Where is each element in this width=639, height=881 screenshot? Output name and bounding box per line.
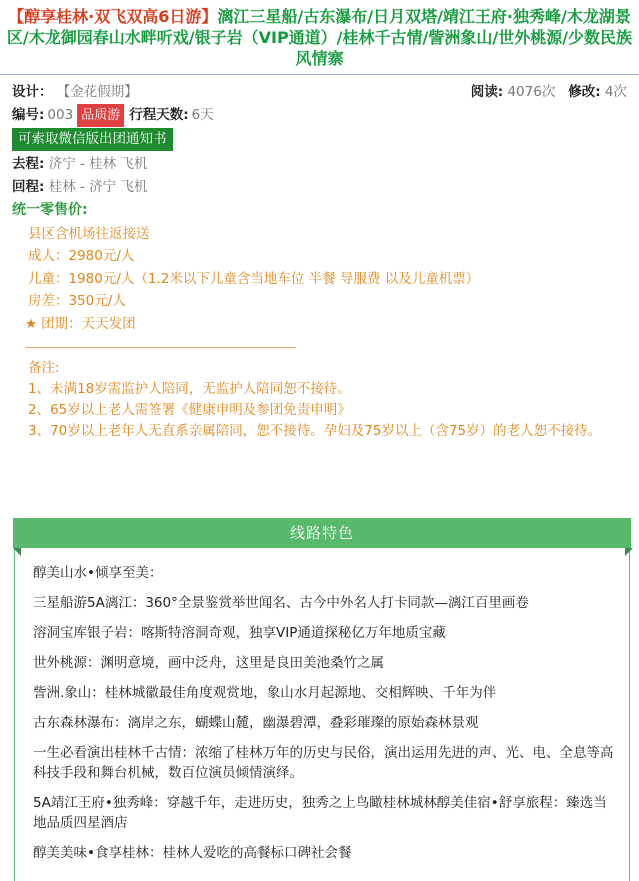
- note-item: 2、65岁以上老人需签署《健康申明及参团免责申明》: [28, 402, 351, 419]
- depart-row: [12, 153, 627, 176]
- feature-item: 醇美美味•食享桂林：桂林人爱吃的高餐标口碑社会餐: [33, 845, 352, 861]
- price-item: 儿童：1980元/人（1.2米以下儿童含当地车位 半餐 导服费 以及儿童机票）: [28, 270, 480, 287]
- ribbon-fold-left: [13, 548, 21, 556]
- days-label: 行程天数:: [129, 107, 189, 123]
- group-date-row: [25, 313, 639, 335]
- designer-row: [12, 81, 627, 104]
- notes: [0, 358, 639, 442]
- edits-label: 修改:: [568, 84, 601, 100]
- features-list: [33, 563, 619, 873]
- code-label: 编号:: [12, 107, 45, 123]
- return-label: 回程:: [12, 179, 45, 195]
- depart-label: 去程:: [12, 156, 45, 172]
- divider: [26, 347, 296, 348]
- designer-label: 设计：: [12, 84, 53, 100]
- notes-label: 备注:: [28, 360, 60, 377]
- feature-item: 溶洞宝库银子岩：喀斯特溶洞奇观，独享VIP通道探秘亿万年地质宝藏: [33, 625, 446, 641]
- code-value: 003: [47, 107, 74, 123]
- features-panel: [14, 518, 630, 881]
- feature-item: 古东森林瀑布：漓岸之东，蝴蝶山麓，幽瀑碧潭，叠彩璀璨的原始森林景观: [33, 715, 479, 731]
- depart-value: 济宁 - 桂林 飞机: [48, 156, 148, 172]
- price-label: 统一零售价:: [12, 202, 88, 218]
- days-value: 6天: [191, 107, 214, 123]
- quality-badge: 品质游: [77, 104, 124, 127]
- code-row: [12, 104, 627, 127]
- trip-meta: [0, 75, 639, 221]
- edits-value: 4次: [604, 84, 627, 100]
- feature-item: 世外桃源：渊明意境，画中泛舟，这里是良田美池桑竹之属: [33, 655, 384, 671]
- page-title: [0, 0, 639, 75]
- reads-label: 阅读:: [470, 84, 504, 100]
- reads-value: 4076次: [507, 84, 556, 100]
- feature-item: 三星船游5A漓江：360°全景鉴赏举世闻名、古今中外名人打卡同款—漓江百里画卷: [33, 595, 529, 611]
- title-rest: 漓江三星船/古东瀑布/日月双塔/靖江王府·独秀峰/木龙湖景区/木龙御园春山水畔听戏/银子岩（VIP通道）/桂林千古情/訾洲象山/世外桃源/少数民族风情寨: [6, 7, 633, 68]
- wechat-notice-button[interactable]: 可索取微信版出团通知书: [12, 128, 173, 151]
- ribbon-fold-right: [625, 548, 633, 556]
- feature-item: 一生必看演出桂林千古情：浓缩了桂林万年的历史与民俗，演出运用先进的声、光、电、全息等高科技手段和舞台机械，数百位演员倾情演绎。: [33, 745, 614, 781]
- note-item: 1、未满18岁需监护人陪同，无监护人陪同恕不接待。: [28, 381, 351, 398]
- designer-value[interactable]: 【金花假期】: [56, 84, 138, 100]
- return-value: 桂林 - 济宁 飞机: [48, 179, 148, 195]
- feature-item: 醇美山水•倾享至美：: [33, 565, 163, 581]
- star-icon: ★: [25, 315, 38, 332]
- note-item: 3、70岁以上老年人无直系亲属陪同，恕不接待。孕妇及75岁以上（含75岁）的老人恕不接待。: [28, 423, 602, 440]
- feature-item: 訾洲.象山：桂林城徽最佳角度观赏地，象山水月起源地、交相辉映、千年为伴: [33, 685, 497, 701]
- feature-item: 5A靖江王府•独秀峰：穿越千年，走进历史，独秀之上鸟瞰桂林城林醇美佳宿•舒享旅程：臻选当地品质四星酒店: [33, 795, 607, 831]
- group-date: 团期：天天发团: [41, 315, 136, 332]
- return-row: [12, 176, 627, 199]
- price-item: 成人：2980元/人: [28, 248, 135, 265]
- price-item: 县区含机场往返接送: [28, 226, 150, 242]
- title-highlight: 【醇享桂林·双飞双高6日游】: [8, 7, 218, 26]
- price-list: [0, 223, 639, 335]
- price-item: 房差：350元/人: [28, 293, 126, 310]
- features-header: 线路特色: [13, 518, 631, 548]
